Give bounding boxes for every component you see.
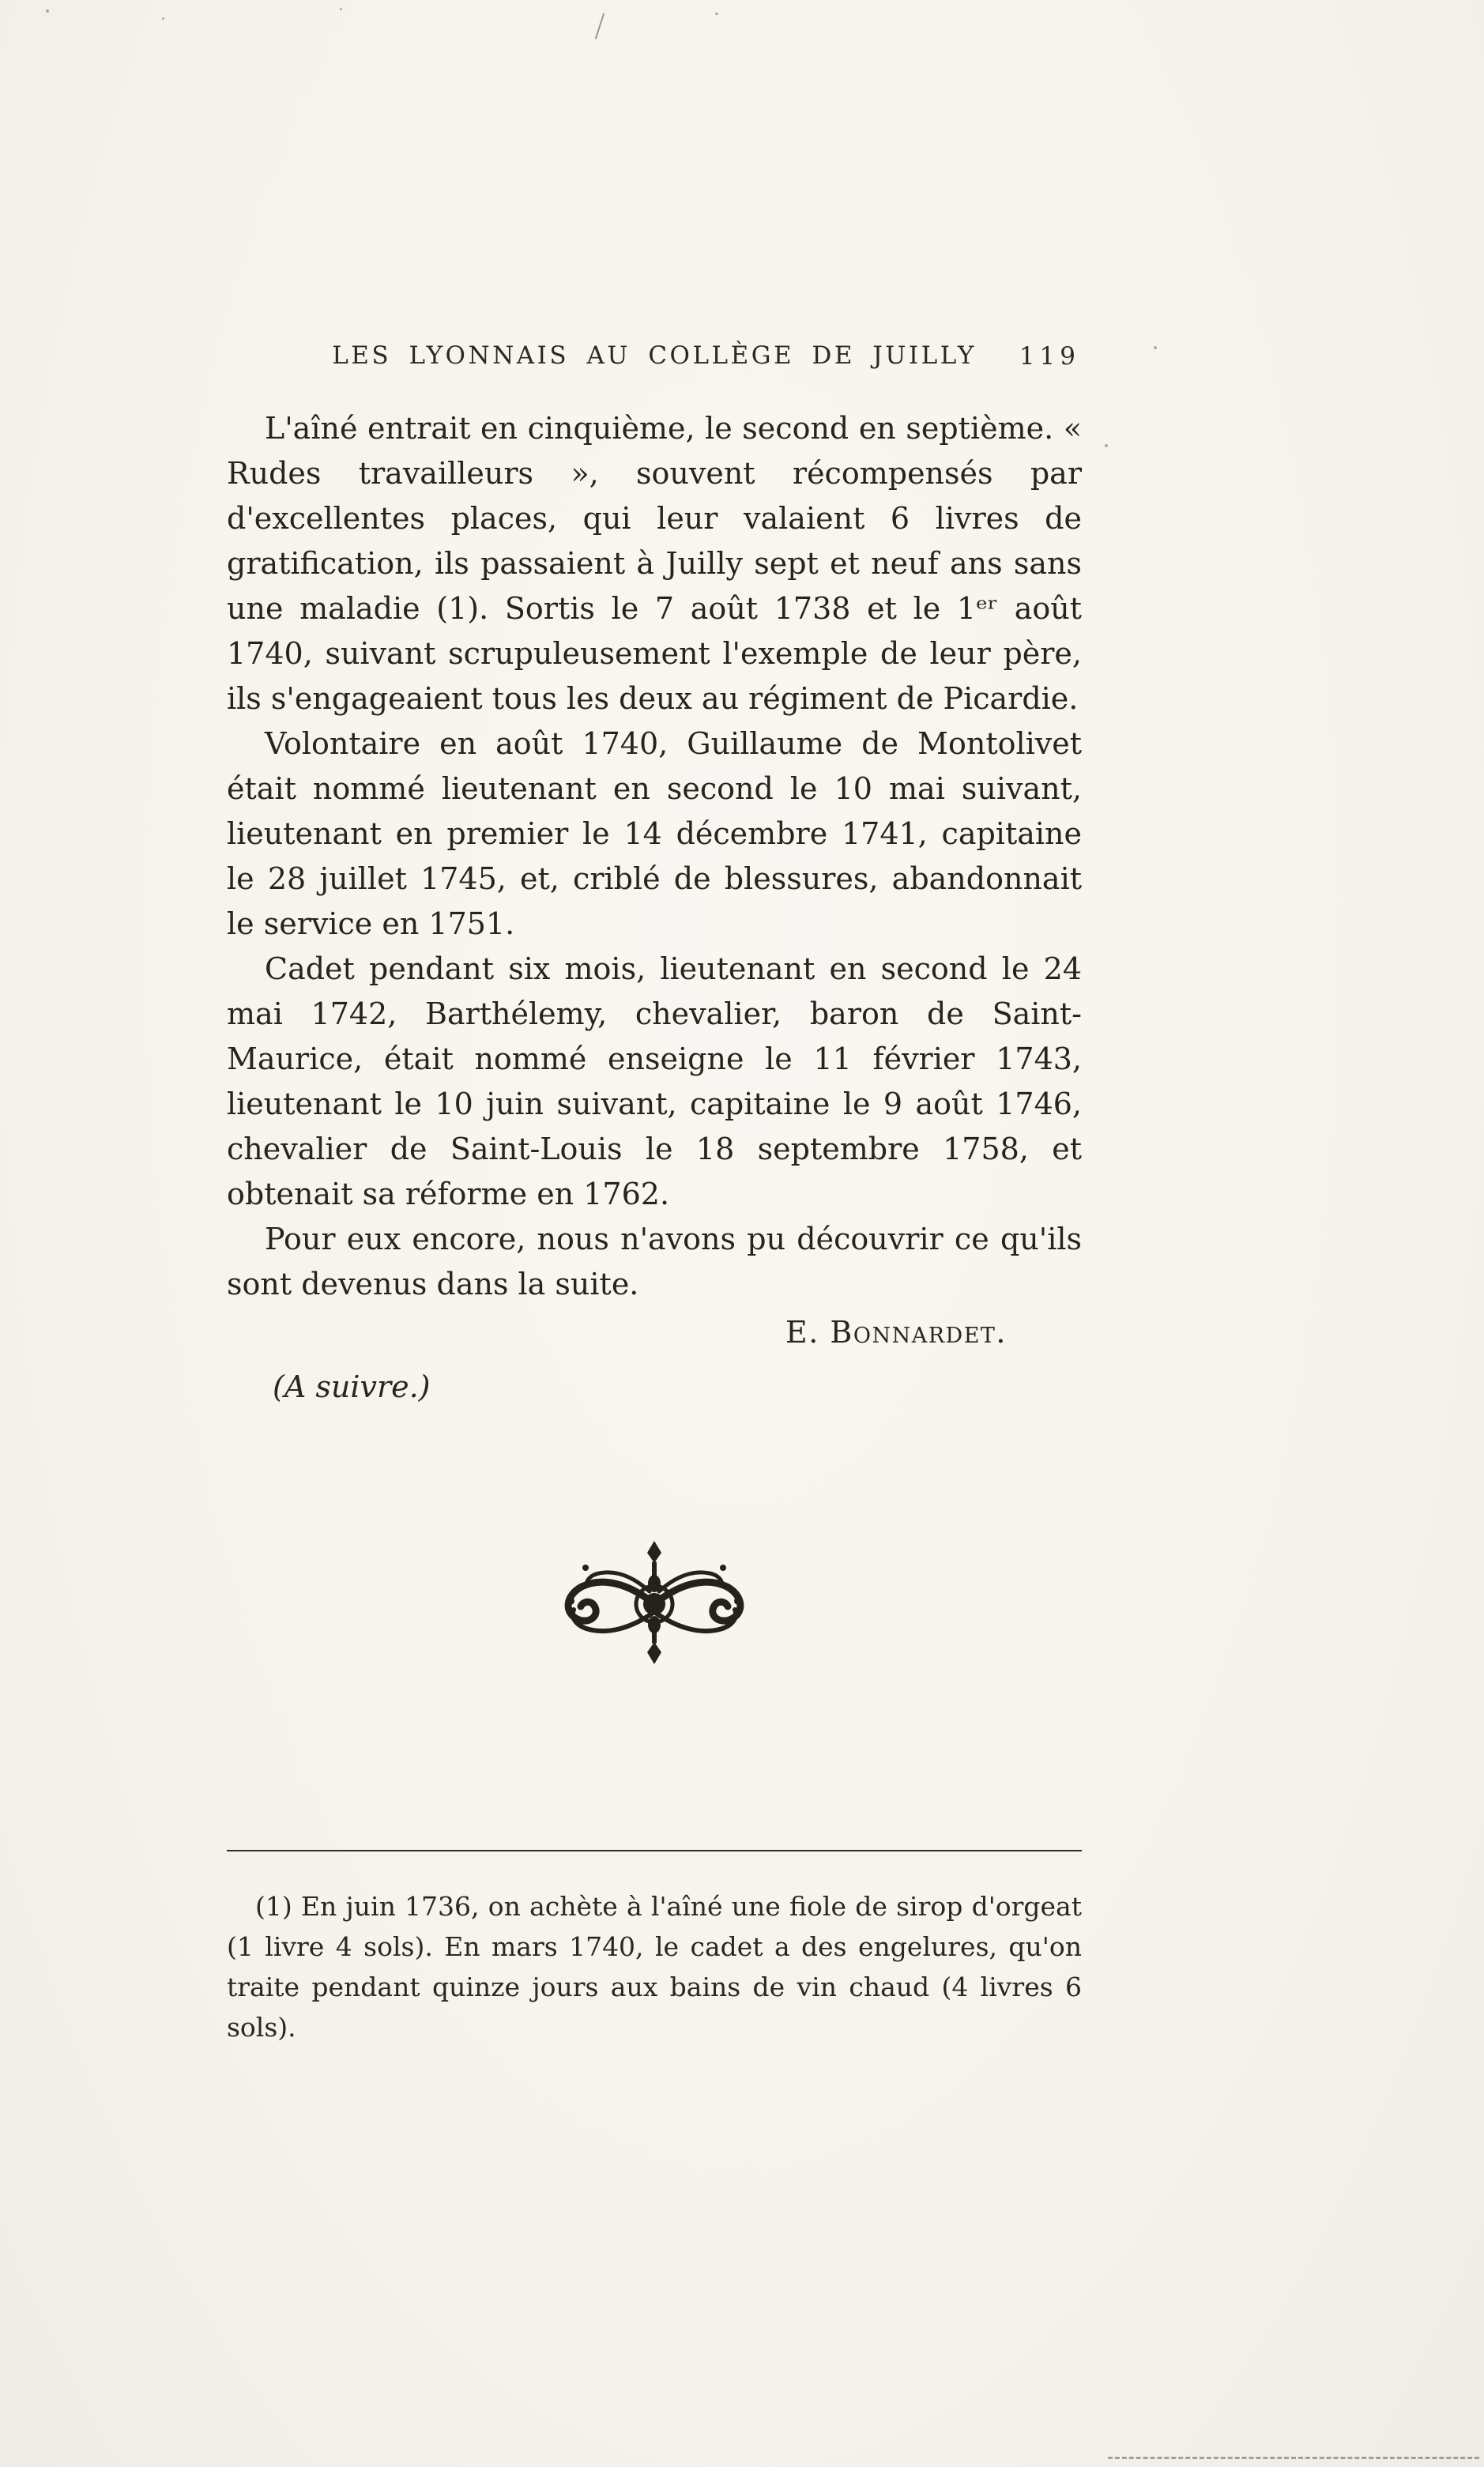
page-title: LES LYONNAIS AU COLLÈGE DE JUILLY xyxy=(332,341,977,370)
paragraph: Pour eux encore, nous n'avons pu découvrir ce qu'ils sont devenus dans la suite. xyxy=(227,1222,1082,1301)
text-block xyxy=(227,341,1082,2047)
author-signature xyxy=(227,1310,1082,1355)
scan-speckle xyxy=(715,13,718,15)
footnote-text: (1) En juin 1736, on achète à l'aîné une fiole de sirop d'orgeat (1 livre 4 sols). En mars 1740, le cadet a des engelures, qu'on traite pendant quinze jours aux bains de vin chaud (4 livres 6 sols). xyxy=(227,1891,1082,2043)
scan-speckle xyxy=(340,8,342,10)
paragraph: Volontaire en août 1740, Guillaume de Montolivet était nommé lieutenant en second le 10 mai suivant, lieutenant en premier le 14 décembre 1741, capitaine le 28 juillet 1745, et, criblé de blessures, abandonnait le service en 1751. xyxy=(227,726,1082,941)
scan-speckle xyxy=(1154,346,1157,349)
continuation-note: (A suivre.) xyxy=(273,1369,431,1404)
footnote xyxy=(227,1886,1082,2047)
scan-speckle xyxy=(46,9,49,13)
author-name: E. Bonnardet. xyxy=(785,1315,1007,1350)
body-text xyxy=(227,406,1082,1307)
fleuron-ornament-icon xyxy=(536,1536,773,1669)
ornament-container xyxy=(227,1536,1082,1672)
scan-mark xyxy=(595,13,605,40)
footnote-rule xyxy=(227,1850,1082,1851)
scan-edge-artifact xyxy=(1108,2457,1479,2459)
page-number: 119 xyxy=(1019,342,1080,371)
scan-speckle xyxy=(1105,444,1108,447)
paragraph: L'aîné entrait en cinquième, le second en septième. « Rudes travailleurs », souvent récompensés par d'excellentes places, qui leur valaient 6 livres de gratification, ils passaient à Juilly sept et neuf ans sans une maladie (1). Sortis le 7 août 1738 et le 1ᵉʳ août 1740, suivant scrupuleusement l'exemple de leur père, ils s'engageaient tous les deux au régiment de Picardie. xyxy=(227,411,1082,716)
paragraph: Cadet pendant six mois, lieutenant en second le 24 mai 1742, Barthélemy, chevalier, baron de Saint-Maurice, était nommé enseigne le 11 février 1743, lieutenant le 10 juin suivant, capitaine le 9 août 1746, chevalier de Saint-Louis le 18 septembre 1758, et obtenait sa réforme en 1762. xyxy=(227,951,1082,1211)
running-header xyxy=(227,341,1082,370)
scan-speckle xyxy=(162,17,164,20)
